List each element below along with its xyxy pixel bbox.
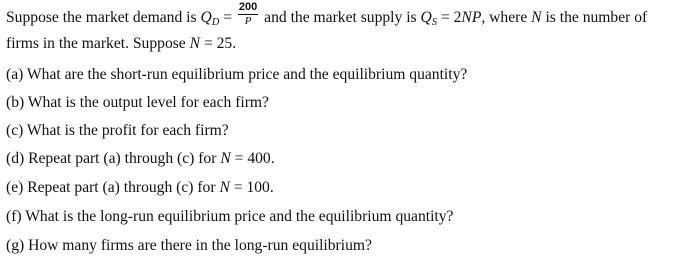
equals-sign-2: = 2 bbox=[437, 9, 462, 27]
question-d-prefix: (d) Repeat part (a) through (c) for bbox=[6, 150, 221, 167]
n-symbol: N bbox=[189, 35, 201, 52]
question-b: (b) What is the output level for each firm? bbox=[6, 94, 269, 111]
equals-sign-1: = bbox=[219, 9, 236, 27]
fraction-numerator: 200 bbox=[238, 1, 258, 13]
question-f: (f) What is the long-run equilibrium price and the equilibrium quantity? bbox=[6, 208, 454, 225]
question-g: (g) How many firms are there in the long-run equilibrium? bbox=[6, 237, 372, 254]
intro-text-3: , where bbox=[481, 9, 532, 27]
intro-line-1 bbox=[6, 1, 648, 33]
supply-subscript: S bbox=[431, 17, 438, 29]
supply-symbol: Q bbox=[420, 9, 432, 27]
intro-text-4: is the number of bbox=[541, 9, 648, 27]
n-symbol: N bbox=[531, 9, 542, 27]
n-symbol: N bbox=[219, 179, 230, 196]
intro-text-6: = 25. bbox=[200, 35, 237, 52]
demand-fraction bbox=[238, 2, 258, 27]
question-d bbox=[6, 149, 275, 169]
demand-symbol: Q bbox=[200, 9, 212, 27]
np-symbol: NP bbox=[461, 9, 482, 27]
n-symbol: N bbox=[220, 150, 231, 167]
demand-subscript: D bbox=[211, 17, 220, 29]
question-e bbox=[6, 178, 274, 198]
question-d-suffix: = 400. bbox=[230, 150, 275, 167]
question-c: (c) What is the profit for each firm? bbox=[6, 122, 229, 139]
fraction-denominator: P bbox=[244, 15, 252, 27]
intro-line-2 bbox=[6, 34, 236, 54]
question-a: (a) What are the short-run equilibrium price and the equilibrium quantity? bbox=[6, 66, 468, 83]
intro-text-2: and the market supply is bbox=[260, 9, 421, 27]
question-e-suffix: = 100. bbox=[229, 179, 274, 196]
intro-text-5: firms in the market. Suppose bbox=[6, 35, 190, 52]
question-e-prefix: (e) Repeat part (a) through (c) for bbox=[6, 179, 220, 196]
intro-text-1: Suppose the market demand is bbox=[6, 9, 201, 27]
